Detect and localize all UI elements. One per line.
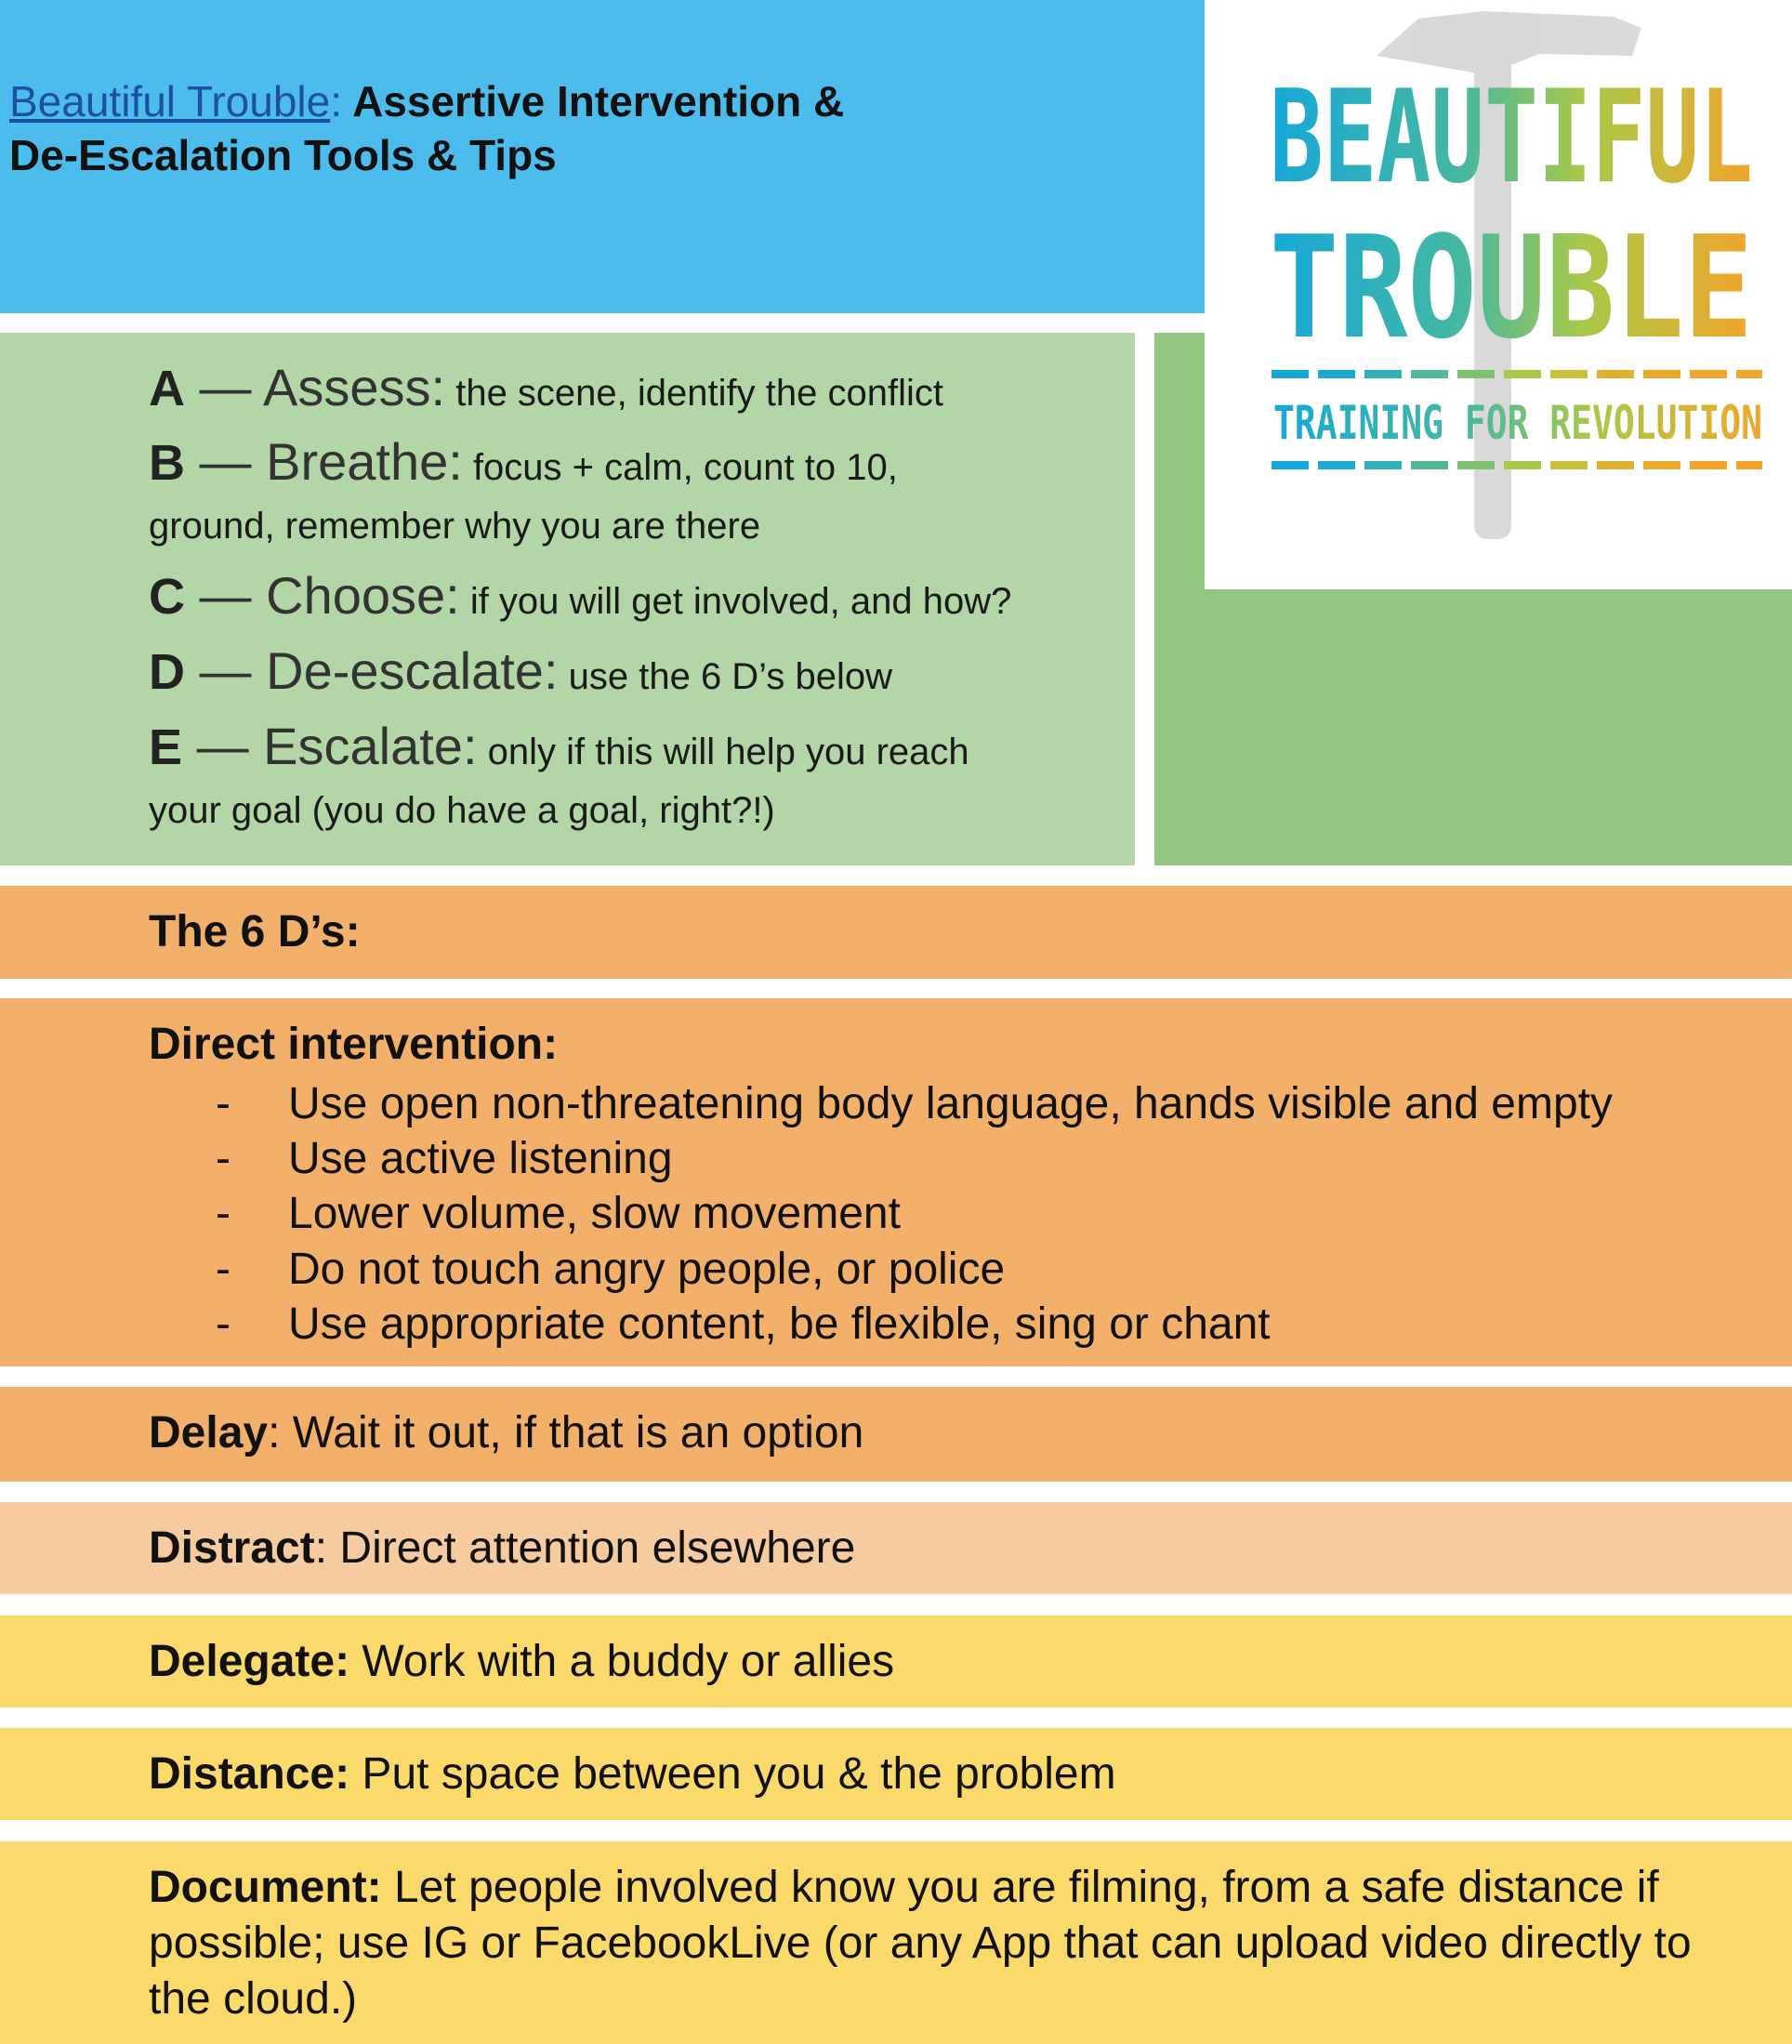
title-line2: De-Escalation Tools & Tips xyxy=(9,131,557,179)
abc-item-c xyxy=(149,565,1011,626)
six-ds-heading-band xyxy=(0,886,1792,979)
distract-band xyxy=(0,1502,1792,1594)
abcde-panel xyxy=(0,333,1135,865)
direct-item-2: Use active listening xyxy=(288,1134,673,1183)
bullet-dash: - xyxy=(216,1189,231,1238)
document-label: Document: xyxy=(149,1863,382,1912)
logo-dash-bottom xyxy=(1272,461,1762,469)
abc-dash: — xyxy=(185,641,267,700)
delay-label: Delay xyxy=(149,1408,269,1457)
distance-band xyxy=(0,1728,1792,1820)
bullet-dash: - xyxy=(216,1245,231,1294)
abc-item-e xyxy=(149,716,969,776)
abc-text: if you will get involved, and how? xyxy=(459,581,1012,622)
abc-item-a xyxy=(149,357,943,417)
document-line3: the cloud.) xyxy=(149,1974,358,2024)
abc-text: use the 6 D’s below xyxy=(558,656,892,697)
abc-letter: B xyxy=(149,435,185,491)
bullet-dash: - xyxy=(216,1134,231,1183)
header-banner xyxy=(0,0,1205,313)
beautiful-trouble-logo xyxy=(1205,0,1792,589)
direct-intervention-band xyxy=(0,998,1792,1366)
abc-word: Breathe: xyxy=(266,432,463,491)
distance-sep xyxy=(349,1749,362,1799)
distance-label: Distance: xyxy=(149,1749,350,1799)
distance-text: Put space between you & the problem xyxy=(362,1749,1116,1799)
abc-item-d xyxy=(149,640,892,701)
direct-item-1: Use open non-threatening body language, hands visible and empty xyxy=(288,1079,1613,1128)
abc-letter: A xyxy=(149,361,185,416)
distract-text: Direct attention elsewhere xyxy=(339,1523,856,1573)
abc-dash: — xyxy=(185,432,267,491)
abc-text: only if this will help you reach xyxy=(477,732,969,772)
abc-item-e-cont: your goal (you do have a goal, right?!) xyxy=(149,790,775,831)
bullet-dash: - xyxy=(216,1079,231,1128)
title-line1: Assertive Intervention & xyxy=(342,77,845,125)
abc-word: De-escalate: xyxy=(266,641,559,700)
bullet-dash: - xyxy=(216,1299,231,1349)
delegate-sep xyxy=(349,1637,362,1686)
abc-word: Escalate: xyxy=(263,717,478,775)
abc-text: the scene, identify the conflict xyxy=(445,373,943,414)
abc-dash: — xyxy=(185,566,267,625)
beautiful-trouble-link[interactable]: Beautiful Trouble xyxy=(9,77,331,125)
delay-sep: : xyxy=(268,1408,293,1457)
delegate-label: Delegate: xyxy=(149,1637,350,1686)
logo-line1: BEAUTIFUL xyxy=(1270,62,1753,212)
document-line1: Let people involved know you are filming, from a safe distance if xyxy=(381,1863,1659,1912)
logo-graphic xyxy=(1205,0,1792,589)
document-band xyxy=(0,1841,1792,2044)
six-ds-heading: The 6 D’s: xyxy=(149,907,361,956)
logo-dash-top xyxy=(1272,370,1762,378)
abc-text: focus + calm, count to 10, xyxy=(462,447,898,488)
direct-item-4: Do not touch angry people, or police xyxy=(288,1245,1006,1294)
abc-item-b-cont: ground, remember why you are there xyxy=(149,506,761,547)
abc-letter: E xyxy=(149,719,183,775)
logo-tagline: TRAINING FOR REVOLUTION xyxy=(1273,396,1762,450)
direct-intervention-title: Direct intervention: xyxy=(149,1020,559,1069)
abc-item-b xyxy=(149,431,898,492)
title-colon: : xyxy=(330,77,343,125)
delegate-band xyxy=(0,1615,1792,1708)
page-title xyxy=(9,74,844,182)
delay-band xyxy=(0,1387,1792,1482)
abc-dash: — xyxy=(182,717,264,775)
delay-text: Wait it out, if that is an option xyxy=(292,1408,864,1457)
abc-dash: — xyxy=(185,358,264,416)
document-line2: possible; use IG or FacebookLive (or any App that can upload video directly to xyxy=(149,1919,1692,1968)
direct-item-3: Lower volume, slow movement xyxy=(288,1189,901,1238)
distract-label: Distract xyxy=(149,1523,315,1573)
abc-word: Assess: xyxy=(263,358,446,416)
logo-line2: TROUBLE xyxy=(1270,205,1753,370)
abc-letter: C xyxy=(149,569,185,625)
distract-sep: : xyxy=(314,1523,340,1573)
delegate-text: Work with a buddy or allies xyxy=(362,1637,895,1686)
direct-item-5: Use appropriate content, be flexible, sing or chant xyxy=(288,1299,1271,1349)
abc-letter: D xyxy=(149,644,185,700)
abc-word: Choose: xyxy=(266,566,460,625)
